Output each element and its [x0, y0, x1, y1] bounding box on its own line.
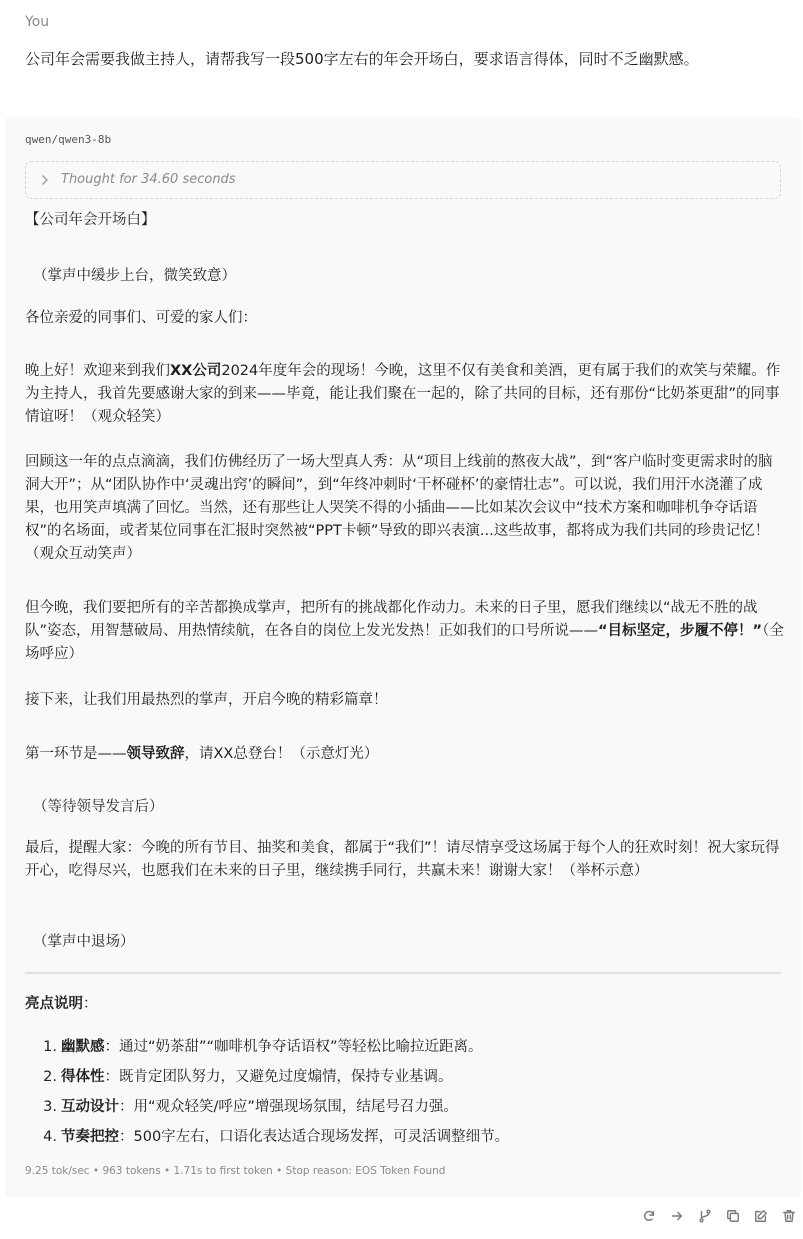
list-item: 4. 节奏把控：500字左右，口语化表达适合现场发挥，可灵活调整细节。: [43, 1129, 510, 1145]
regenerate-icon: [642, 1209, 656, 1223]
greeting: 各位亲爱的同事们、可爱的家人们：: [25, 310, 257, 326]
edit-icon: [754, 1209, 768, 1223]
stage-direction-wait: （等待领导发言后）: [33, 799, 164, 815]
branch-button[interactable]: [695, 1206, 715, 1226]
paragraph-future: 但今晚，我们要把所有的辛苦都换成掌声，把所有的挑战都化作动力。未来的日子里，愿我们继续以“战无不胜的战队”姿态，用智慧破局、用热情续航，在各自的岗位上发光发热！正如我们的口号所说——“目标坚定，步履不停！”（全场呼应）: [25, 600, 784, 662]
assistant-message-card: [5, 117, 801, 1197]
paragraph-closing: 最后，提醒大家：今晚的所有节目、抽奖和美食，都属于“我们”！请尽情享受这场属于每个人的狂欢时刻！祝大家玩得开心，吃得尽兴，也愿我们在未来的日子里，继续携手同行，共赢未来！谢谢大家！（举杯示意）: [25, 840, 780, 879]
copy-icon: [726, 1209, 740, 1223]
paragraph-open: 接下来，让我们用最热烈的掌声，开启今晚的精彩篇章！: [25, 692, 388, 708]
generation-stats: 9.25 tok/sec • 963 tokens • 1.71s to first token • Stop reason: EOS Token Found: [25, 1165, 446, 1177]
list-item: 1. 幽默感：通过“奶茶甜”“咖啡机争夺话语权”等轻松比喻拉近距离。: [43, 1039, 483, 1055]
stage-direction-exit: （掌声中退场）: [33, 934, 135, 950]
response-title: 【公司年会开场白】: [25, 212, 156, 228]
message-toolbar: [639, 1206, 799, 1226]
paragraph-review: 回顾这一年的点点滴滴，我们仿佛经历了一场大型真人秀：从“项目上线前的熬夜大战”，到“客户临时变更需求时的脑洞大开”；从“团队协作中‘灵魂出窍’的瞬间”，到“年终冲刺时‘干杯碰杯’的豪情壮志”。可以说，我们用汗水浇灌了成果，也用笑声填满了回忆。当然，还有那些让人哭笑不得的小插曲——比如某次会议中“技术方案和咖啡机争夺话语权”的名场面，或者某位同事在汇报时突然被“PPT卡顿”导致的即兴表演...这些故事，都将成为我们共同的珍贵记忆！（观众互动笑声）: [25, 454, 773, 562]
chevron-right-icon: [39, 174, 51, 186]
paragraph-welcome: 晚上好！欢迎来到我们XX公司2024年度年会的现场！今晚，这里不仅有美食和美酒，更有属于我们的欢笑与荣耀。作为主持人，我首先要感谢大家的到来——毕竟，能让我们聚在一起的，除了共同的目标，还有那份“比奶茶更甜”的同事情谊呀！（观众轻笑）: [25, 363, 781, 425]
thought-duration: Thought for 34.60 seconds: [61, 172, 236, 187]
list-item: 2. 得体性：既肯定团队努力，又避免过度煽情，保持专业基调。: [43, 1069, 453, 1085]
list-item: 3. 互动设计：用“观众轻笑/呼应”增强现场氛围，结尾号召力强。: [43, 1099, 458, 1115]
user-label: You: [25, 14, 50, 30]
edit-button[interactable]: [751, 1206, 771, 1226]
branch-icon: [698, 1209, 712, 1223]
delete-icon: [782, 1209, 796, 1223]
regenerate-button[interactable]: [639, 1206, 659, 1226]
thought-toggle[interactable]: [25, 161, 781, 199]
highlights-heading: 亮点说明：: [25, 996, 98, 1012]
continue-button[interactable]: [667, 1206, 687, 1226]
model-name: qwen/qwen3-8b: [25, 133, 112, 146]
copy-button[interactable]: [723, 1206, 743, 1226]
delete-button[interactable]: [779, 1206, 799, 1226]
stage-direction-enter: （掌声中缓步上台，微笑致意）: [33, 268, 236, 284]
section-divider: [25, 972, 781, 974]
user-message: 公司年会需要我做主持人，请帮我写一段500字左右的年会开场白，要求语言得体，同时不乏幽默感。: [25, 50, 699, 68]
paragraph-first-segment: 第一环节是——领导致辞，请XX总登台！（示意灯光）: [25, 746, 379, 762]
continue-icon: [670, 1209, 684, 1223]
